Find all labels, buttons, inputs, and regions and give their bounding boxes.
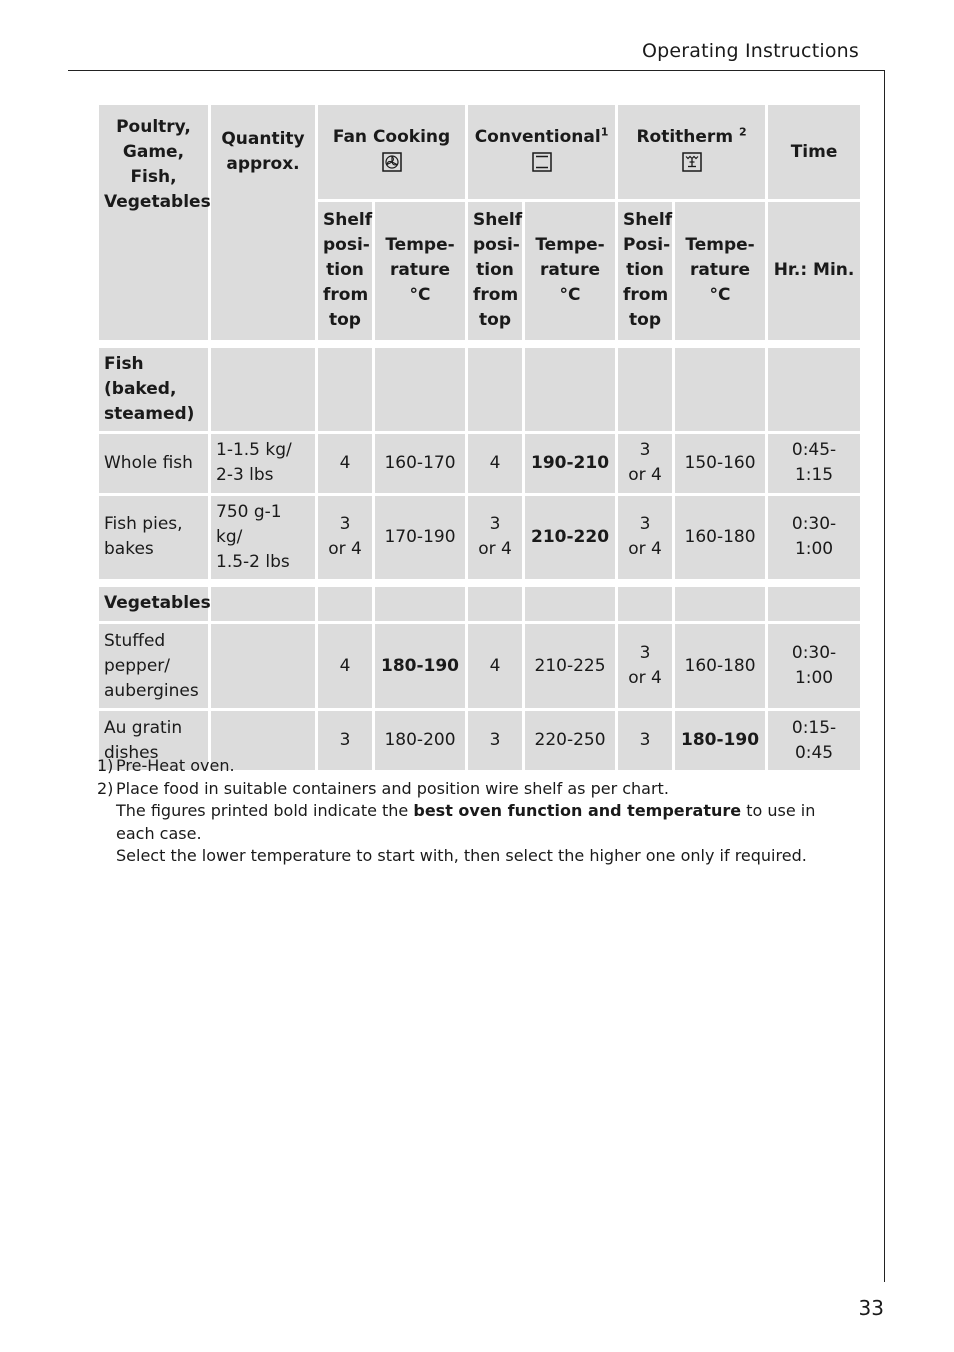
fan-shelf-header xyxy=(317,201,374,344)
conv-shelf-cell: 3 or 4 xyxy=(467,494,524,583)
time-cell: 0:30-1:00 xyxy=(767,623,862,710)
footnote-2-number: 2) xyxy=(97,778,114,798)
roti-shelf-cell: 3 or 4 xyxy=(617,623,674,710)
conv-temp-cell: 210-225 xyxy=(524,623,617,710)
footnote-2-line2-start: The figures printed bold indicate the xyxy=(116,801,414,820)
fan-temp-cell: 180-200 xyxy=(374,710,467,772)
food-cell: Whole fish xyxy=(98,432,210,494)
food-cell: Fish pies, bakes xyxy=(98,494,210,583)
conv-temp-header xyxy=(524,201,617,344)
empty-cell xyxy=(210,583,317,623)
header-food-type xyxy=(98,104,210,344)
section-title-fish-label: Fish (baked, steamed) xyxy=(104,353,195,424)
empty-cell xyxy=(317,583,374,623)
conventional-footnote: 1 xyxy=(600,124,609,138)
footnote-2-line3: Select the lower temperature to start with, then select the higher one only if required. xyxy=(116,846,807,865)
footnote-1-text: Pre-Heat oven. xyxy=(116,756,235,775)
rotitherm-label: Rotitherm xyxy=(636,126,739,147)
table-row xyxy=(98,494,862,583)
conv-temp-cell: 220-250 xyxy=(524,710,617,772)
header-time: Time xyxy=(767,104,862,201)
empty-cell xyxy=(467,583,524,623)
conventional-oven-icon xyxy=(532,152,552,180)
empty-cell xyxy=(467,344,524,433)
roti-shelf-cell: 3 xyxy=(617,710,674,772)
fan-shelf-cell: 4 xyxy=(317,623,374,710)
fan-shelf-label: Shelf posi- tion from top xyxy=(323,210,373,331)
conv-shelf-header xyxy=(467,201,524,344)
footnotes xyxy=(97,755,827,868)
table-row xyxy=(98,432,862,494)
empty-cell xyxy=(767,583,862,623)
quantity-cell xyxy=(210,623,317,710)
food-cell: Au gratin dishes xyxy=(98,710,210,772)
roti-shelf-header xyxy=(617,201,674,344)
fan-temp-label: Tempe- rature °C xyxy=(385,235,455,306)
empty-cell xyxy=(524,344,617,433)
conv-temp-cell: 190-210 xyxy=(524,432,617,494)
roti-shelf-cell: 3 or 4 xyxy=(617,494,674,583)
roti-temp-header xyxy=(674,201,767,344)
conv-shelf-cell: 4 xyxy=(467,623,524,710)
empty-cell xyxy=(674,583,767,623)
footnote-1-number: 1) xyxy=(97,756,114,775)
rotitherm-grill-icon xyxy=(682,152,702,180)
empty-cell xyxy=(617,344,674,433)
fan-shelf-cell: 3 xyxy=(317,710,374,772)
header-quantity-label: Quantity approx. xyxy=(221,129,305,174)
fan-shelf-cell: 4 xyxy=(317,432,374,494)
quantity-cell: 750 g-1 kg/ 1.5-2 lbs xyxy=(210,494,317,583)
time-unit-header: Hr.: Min. xyxy=(767,201,862,344)
header-conventional xyxy=(467,104,617,201)
empty-cell xyxy=(617,583,674,623)
conv-shelf-cell: 3 xyxy=(467,710,524,772)
fan-temp-cell: 170-190 xyxy=(374,494,467,583)
empty-cell xyxy=(210,344,317,433)
quantity-cell: 1-1.5 kg/ 2-3 lbs xyxy=(210,432,317,494)
conventional-label: Conventional xyxy=(474,126,601,147)
header-food-type-label: Poultry, Game, Fish, Vegetables xyxy=(104,117,211,212)
conv-temp-label: Tempe- rature °C xyxy=(535,235,605,306)
empty-cell xyxy=(524,583,617,623)
page-header-title: Operating Instructions xyxy=(641,40,859,62)
section-title-fish xyxy=(98,344,210,433)
empty-cell xyxy=(767,344,862,433)
footnote-2 xyxy=(97,778,827,868)
table-row xyxy=(98,623,862,710)
roti-temp-cell: 150-160 xyxy=(674,432,767,494)
roti-temp-label: Tempe- rature °C xyxy=(685,235,755,306)
conv-shelf-label: Shelf posi- tion from top xyxy=(473,210,523,331)
fan-shelf-cell: 3 or 4 xyxy=(317,494,374,583)
empty-cell xyxy=(374,583,467,623)
header-quantity xyxy=(210,104,317,344)
rotitherm-footnote: 2 xyxy=(738,124,747,138)
time-cell: 0:15-0:45 xyxy=(767,710,862,772)
side-rule xyxy=(884,70,885,1282)
page-number: 33 xyxy=(858,1296,884,1320)
empty-cell xyxy=(374,344,467,433)
roti-temp-cell: 160-180 xyxy=(674,494,767,583)
food-cell: Stuffed pepper/ aubergines xyxy=(98,623,210,710)
footnote-2-line2 xyxy=(116,800,827,845)
empty-cell xyxy=(674,344,767,433)
section-title-vegetables: Vegetables xyxy=(98,583,210,623)
footnote-2-line1: Place food in suitable containers and position wire shelf as per chart. xyxy=(116,778,669,798)
footnote-2-body xyxy=(116,778,827,868)
fan-temp-header xyxy=(374,201,467,344)
footnote-2-bold: best oven function and temperature xyxy=(413,801,742,820)
roti-shelf-label: Shelf Posi- tion from top xyxy=(623,210,673,331)
roti-temp-cell: 180-190 xyxy=(674,710,767,772)
footnote-1 xyxy=(97,755,827,778)
conv-shelf-cell: 4 xyxy=(467,432,524,494)
footnote-2-line2-end: to use in each case. xyxy=(116,801,816,843)
header-fan-cooking xyxy=(317,104,467,201)
time-cell: 0:30-1:00 xyxy=(767,494,862,583)
fan-cooking-label: Fan Cooking xyxy=(332,126,451,147)
cooking-table xyxy=(96,102,863,773)
fan-icon xyxy=(382,152,402,180)
header-rule xyxy=(68,70,885,71)
empty-cell xyxy=(317,344,374,433)
roti-shelf-cell: 3 or 4 xyxy=(617,432,674,494)
time-cell: 0:45-1:15 xyxy=(767,432,862,494)
conv-temp-cell: 210-220 xyxy=(524,494,617,583)
roti-temp-cell: 160-180 xyxy=(674,623,767,710)
header-rotitherm xyxy=(617,104,767,201)
fan-temp-cell: 160-170 xyxy=(374,432,467,494)
fan-temp-cell: 180-190 xyxy=(374,623,467,710)
